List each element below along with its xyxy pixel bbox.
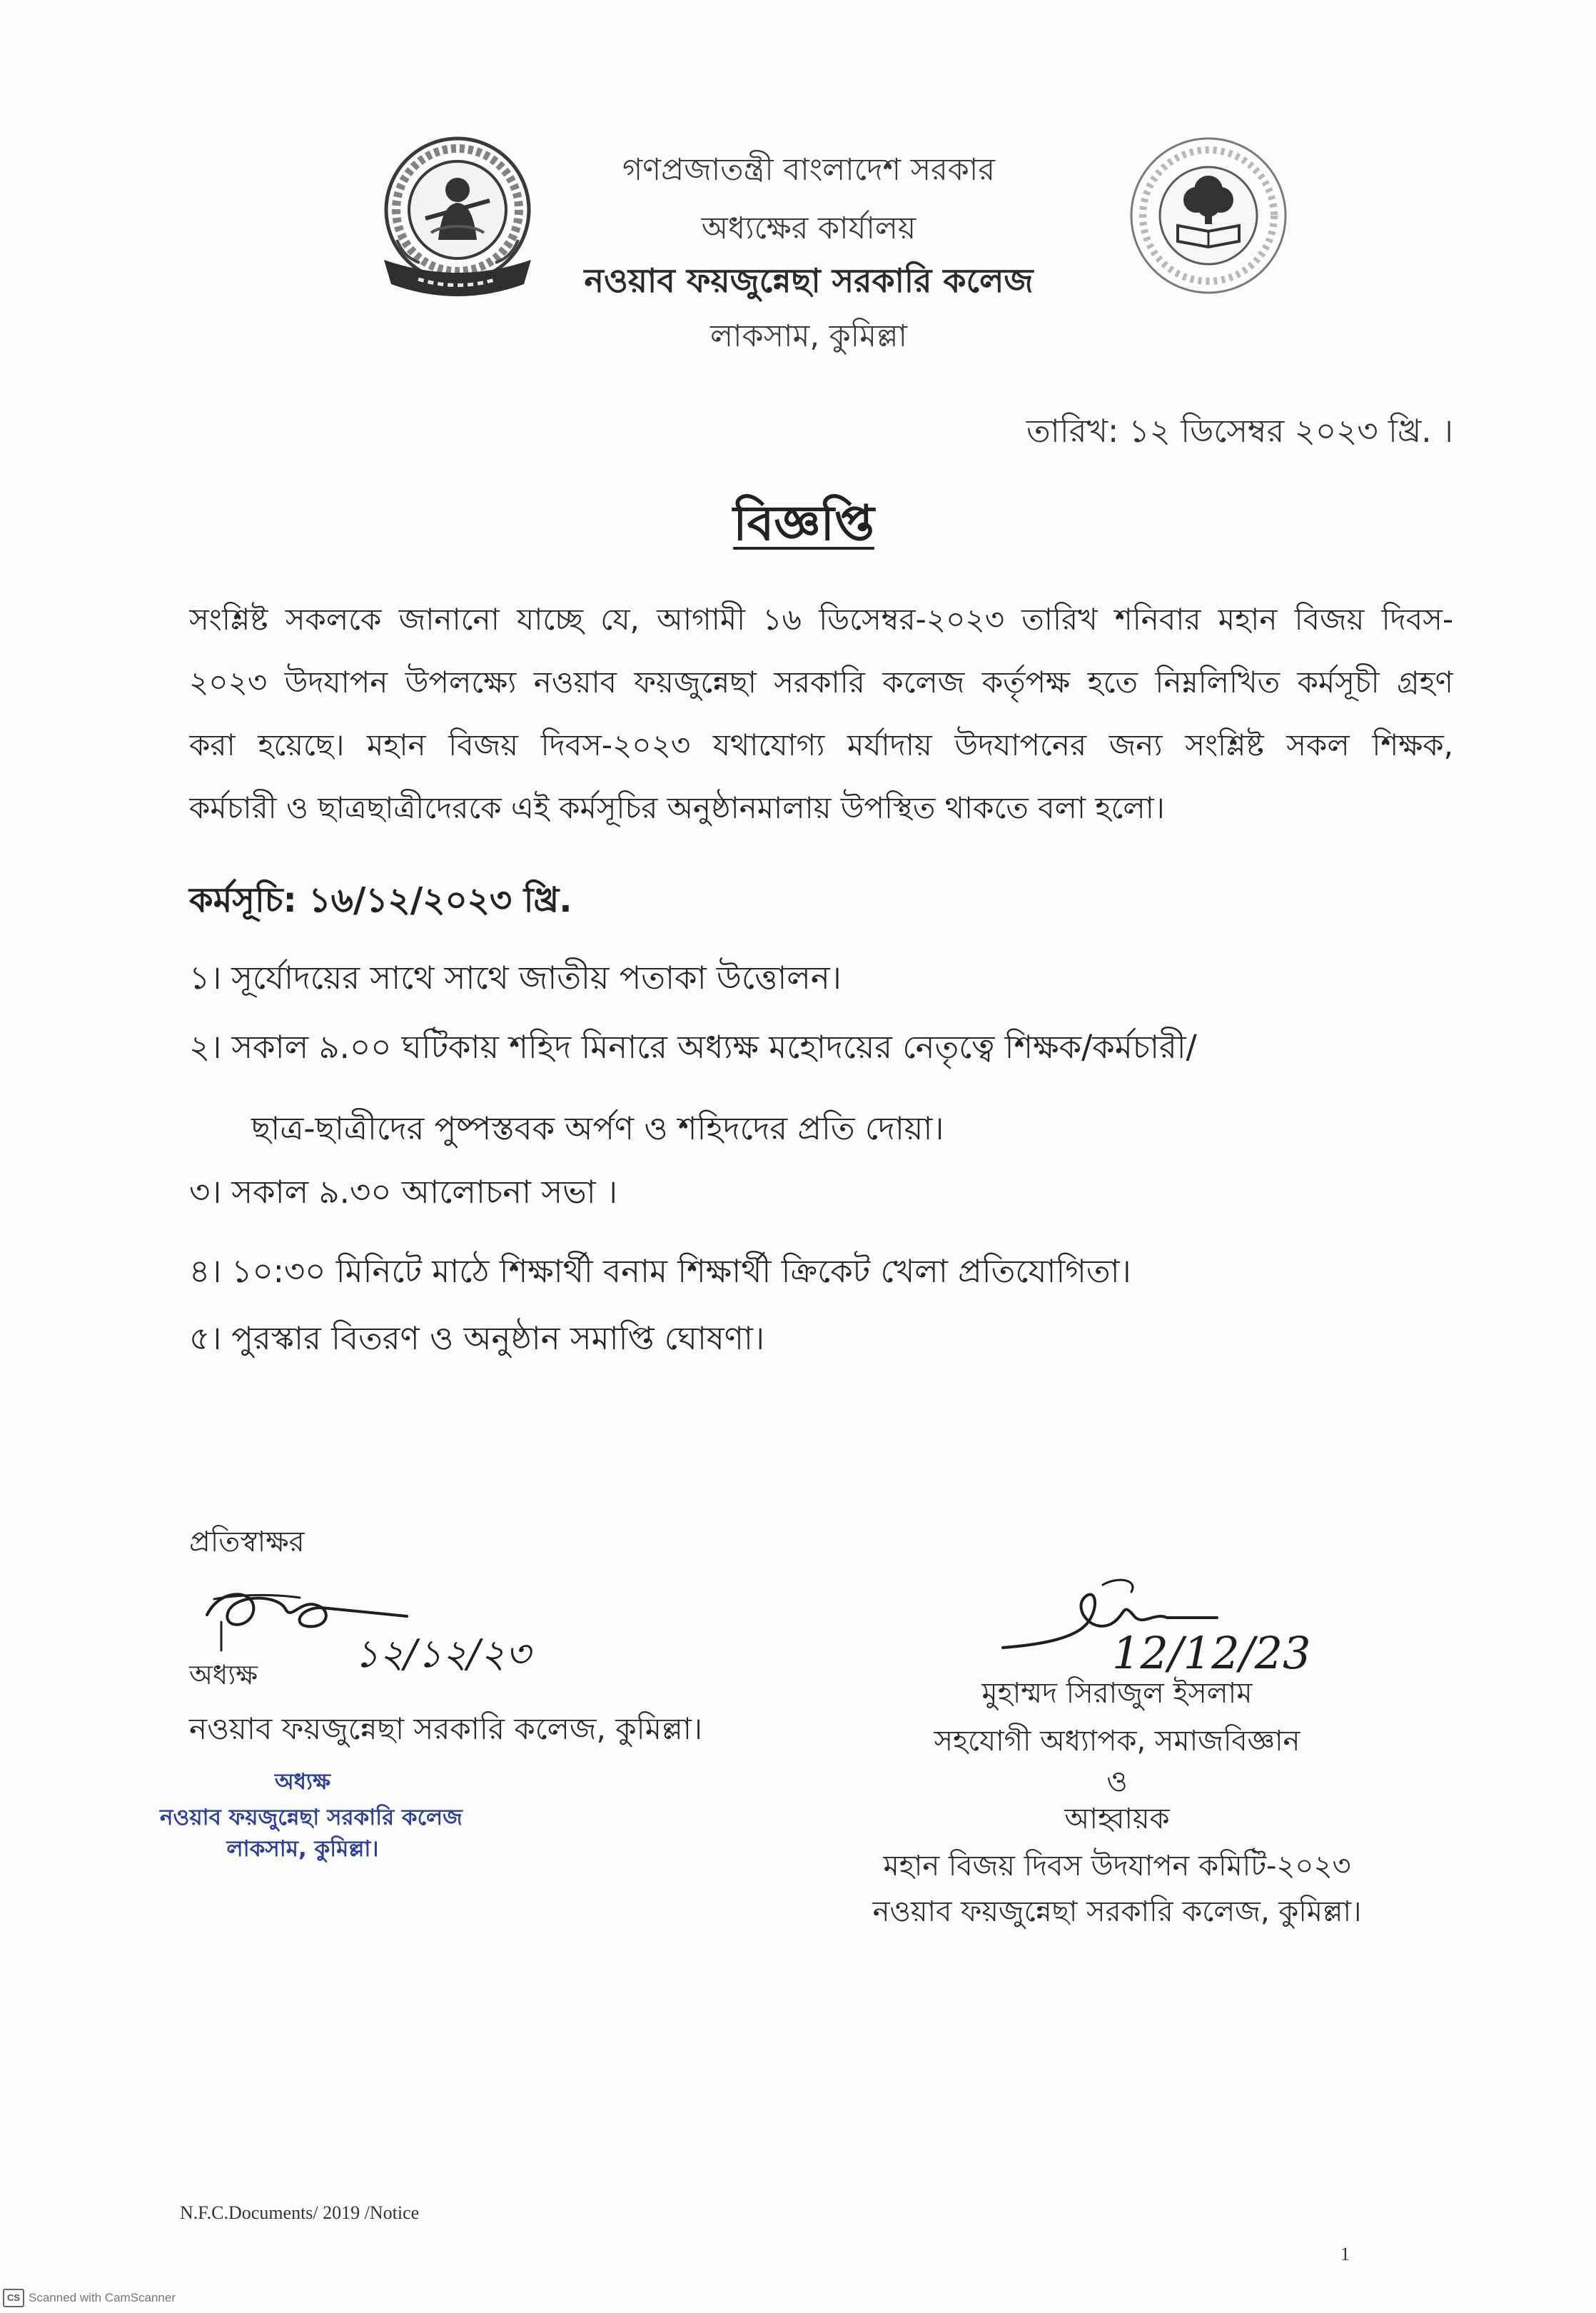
program-item — [189, 1246, 1131, 1296]
body-line: করা হয়েছে। মহান বিজয় দিবস-২০২৩ যথাযোগ্য মর্যাদায় উদযাপনের জন্য সংশ্লিষ্ট সকল শিক্ষক, — [189, 727, 1453, 762]
stamp-line: লাকসাম, কুমিল্লা। — [226, 1836, 379, 1862]
watermark-text: Scanned with CamScanner — [29, 2291, 176, 2304]
convener-title: সহযোগী অধ্যাপক, সমাজবিজ্ঞান — [934, 1725, 1300, 1758]
item-number: ২। — [189, 1028, 222, 1066]
convener-role: আহ্বায়ক — [1064, 1803, 1170, 1835]
body-line: সংশ্লিষ্ট সকলকে জানানো যাচ্ছে যে, আগামী ১৬ ডিসেম্বর-২০২৩ তারিখ শনিবার মহান বিজয় দিবস- — [189, 602, 1453, 637]
scanner-watermark — [3, 2289, 176, 2309]
document-reference: N.F.C.Documents/ 2019 /Notice — [180, 2202, 420, 2223]
principal-signature-date: ১২/১২/২৩ — [354, 1631, 530, 1676]
convener-signature-date: 12/12/23 — [1112, 1627, 1311, 1679]
program-heading: কর্মসূচি: ১৬/১২/২০২৩ খ্রি. — [189, 880, 572, 920]
convener-name: মুহাম্মদ সিরাজুল ইসলাম — [981, 1677, 1253, 1710]
item-number: ৪। — [189, 1252, 222, 1290]
program-item — [189, 1167, 617, 1217]
page-number: 1 — [1340, 2244, 1350, 2264]
item-number: ১। — [189, 959, 222, 997]
stamp-line: নওয়াব ফয়জুন্নেছা সরকারি কলেজ — [160, 1805, 463, 1830]
program-item — [189, 1314, 764, 1364]
college-emblem-logo — [375, 133, 540, 308]
convener-institution: নওয়াব ফয়জুন্নেছা সরকারি কলেজ, কুমিল্লা। — [872, 1895, 1362, 1928]
body-line: কর্মচারী ও ছাত্রছাত্রীদেরকে এই কর্মসূচির অনুষ্ঠানমালায় উপস্থিত থাকতে বলা হলো। — [189, 790, 1165, 825]
camscanner-icon: CS — [3, 2289, 24, 2307]
body-line: ২০২৩ উদযাপন উপলক্ষ্যে নওয়াব ফয়জুন্নেছা সরকারি কলেজ কর্তৃপক্ষ হতে নিম্নলিখিত কর্মসূচী গ্রহণ — [189, 665, 1453, 700]
item-number: ৩। — [189, 1173, 222, 1211]
item-text: সূর্যোদয়ের সাথে সাথে জাতীয় পতাকা উত্তোলন। — [231, 959, 842, 997]
item-number: ৫। — [189, 1319, 222, 1357]
stamp-line: অধ্যক্ষ — [274, 1769, 331, 1795]
convener-conjunction: ও — [1106, 1765, 1128, 1798]
item-text-continuation: ছাত্র-ছাত্রীদের পুষ্পস্তবক অর্পণ ও শহিদদের প্রতি দোয়া। — [251, 1109, 944, 1147]
college-location: লাকসাম, কুমিল্লা — [710, 318, 907, 354]
program-item — [189, 1022, 1197, 1072]
item-text: ১০:৩০ মিনিটে মাঠে শিক্ষার্থী বনাম শিক্ষার্থী ক্রিকেট খেলা প্রতিযোগিতা। — [231, 1252, 1131, 1290]
program-item — [189, 953, 842, 1003]
item-text: সকাল ৯.০০ ঘটিকায় শহিদ মিনারে অধ্যক্ষ মহোদয়ের নেতৃত্বে শিক্ষক/কর্মচারী/ — [231, 1028, 1197, 1066]
principal-designation: অধ্যক্ষ — [189, 1659, 258, 1690]
countersign-label: প্রতিস্বাক্ষর — [189, 1526, 305, 1558]
item-text: পুরস্কার বিতরণ ও অনুষ্ঠান সমাপ্তি ঘোষণা। — [231, 1319, 765, 1357]
college-name: নওয়াব ফয়জুন্নেছা সরকারি কলেজ — [584, 261, 1034, 300]
committee-name: মহান বিজয় দিবস উদযাপন কমিটি-২০২৩ — [883, 1850, 1351, 1883]
office-name: অধ্যক্ষের কার্যালয় — [701, 211, 916, 246]
notice-title: বিজ্ঞপ্তি — [733, 495, 874, 552]
education-emblem-logo — [1126, 134, 1291, 297]
item-text: সকাল ৯.৩০ আলোচনা সভা । — [231, 1173, 618, 1211]
letterhead — [523, 0, 1094, 371]
notice-date: তারিখ: ১২ ডিসেম্বর ২০২৩ খ্রি. । — [1026, 412, 1453, 450]
principal-institution: নওয়াব ফয়জুন্নেছা সরকারি কলেজ, কুমিল্লা। — [189, 1711, 702, 1746]
government-name: গণপ্রজাতন্ত্রী বাংলাদেশ সরকার — [622, 152, 995, 188]
